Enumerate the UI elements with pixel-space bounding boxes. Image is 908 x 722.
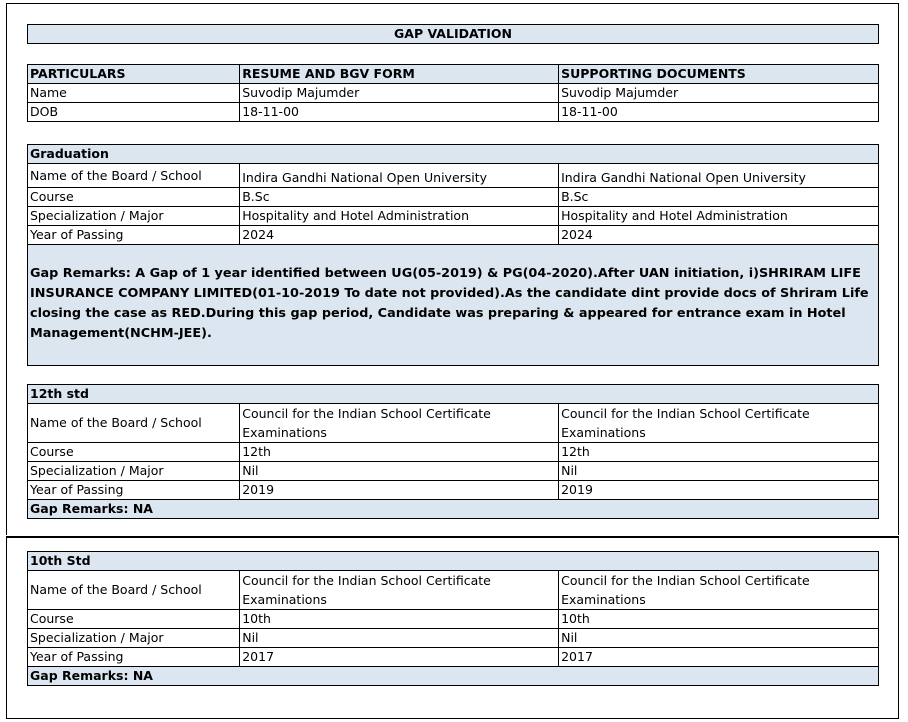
table-row — [28, 648, 879, 667]
row-label: Course — [28, 610, 240, 629]
row-label: Name — [28, 84, 240, 103]
row-label: Name of the Board / School — [28, 571, 240, 610]
table-row — [28, 610, 879, 629]
docs-value: Council for the Indian School Certificate Examinations — [559, 404, 879, 443]
table-row — [28, 443, 879, 462]
resume-value: 2024 — [240, 226, 559, 245]
resume-value: Council for the Indian School Certificate Examinations — [240, 404, 559, 443]
docs-value: 10th — [559, 610, 879, 629]
col-header-docs: SUPPORTING DOCUMENTS — [559, 65, 879, 84]
resume-value: 18-11-00 — [240, 103, 559, 122]
section-heading-10th: 10th Std — [28, 552, 879, 571]
resume-value: Suvodip Majumder — [240, 84, 559, 103]
row-label: Specialization / Major — [28, 629, 240, 648]
row-label: Name of the Board / School — [28, 164, 240, 188]
table-row — [28, 629, 879, 648]
docs-value: 18-11-00 — [559, 103, 879, 122]
row-label: Year of Passing — [28, 648, 240, 667]
row-label: DOB — [28, 103, 240, 122]
row-label: Course — [28, 188, 240, 207]
docs-value: Suvodip Majumder — [559, 84, 879, 103]
section-heading-graduation: Graduation — [28, 145, 879, 164]
header-row — [28, 65, 879, 84]
resume-value: Nil — [240, 629, 559, 648]
docs-value: Indira Gandhi National Open University — [559, 164, 879, 188]
gap-remarks-12th: Gap Remarks: NA — [28, 500, 879, 519]
gap-remarks-graduation: Gap Remarks: A Gap of 1 year identified between UG(05-2019) & PG(04-2020).After UAN initiation, i)SHRIRAM LIFE INSURANCE COMPANY LIMITED(01-10-2019 To date not provided).As the candidate dint provide docs of Shriram Life closing the case as RED.During this gap period, Candidate was preparing & appeared for entrance exam in Hotel Management(NCHM-JEE). — [28, 245, 879, 366]
resume-value: 2017 — [240, 648, 559, 667]
resume-value: B.Sc — [240, 188, 559, 207]
std10-table — [27, 551, 879, 686]
docs-value: Nil — [559, 629, 879, 648]
table-row — [28, 207, 879, 226]
row-label: Specialization / Major — [28, 207, 240, 226]
resume-value: 2019 — [240, 481, 559, 500]
resume-value: Indira Gandhi National Open University — [240, 164, 559, 188]
resume-value: Council for the Indian School Certificate Examinations — [240, 571, 559, 610]
resume-value: Nil — [240, 462, 559, 481]
docs-value: B.Sc — [559, 188, 879, 207]
col-header-particulars: PARTICULARS — [28, 65, 240, 84]
docs-value: Council for the Indian School Certificate Examinations — [559, 571, 879, 610]
col-header-resume: RESUME AND BGV FORM — [240, 65, 559, 84]
gap-remarks-10th: Gap Remarks: NA — [28, 667, 879, 686]
docs-value: Hospitality and Hotel Administration — [559, 207, 879, 226]
row-label: Year of Passing — [28, 481, 240, 500]
std12-table — [27, 384, 879, 519]
table-row — [28, 188, 879, 207]
title-table — [27, 24, 879, 44]
docs-value: Nil — [559, 462, 879, 481]
row-label: Year of Passing — [28, 226, 240, 245]
table-row — [28, 84, 879, 103]
row-label: Course — [28, 443, 240, 462]
section-heading-12th: 12th std — [28, 385, 879, 404]
docs-value: 12th — [559, 443, 879, 462]
docs-value: 2017 — [559, 648, 879, 667]
table-row — [28, 164, 879, 188]
table-row — [28, 462, 879, 481]
table-row — [28, 404, 879, 443]
table-row — [28, 226, 879, 245]
resume-value: 10th — [240, 610, 559, 629]
row-label: Specialization / Major — [28, 462, 240, 481]
table-row — [28, 481, 879, 500]
docs-value: 2019 — [559, 481, 879, 500]
row-label: Name of the Board / School — [28, 404, 240, 443]
table-row — [28, 571, 879, 610]
page-title: GAP VALIDATION — [28, 25, 879, 44]
docs-value: 2024 — [559, 226, 879, 245]
resume-value: Hospitality and Hotel Administration — [240, 207, 559, 226]
personal-table — [27, 64, 879, 122]
resume-value: 12th — [240, 443, 559, 462]
graduation-table — [27, 144, 879, 366]
table-row — [28, 103, 879, 122]
